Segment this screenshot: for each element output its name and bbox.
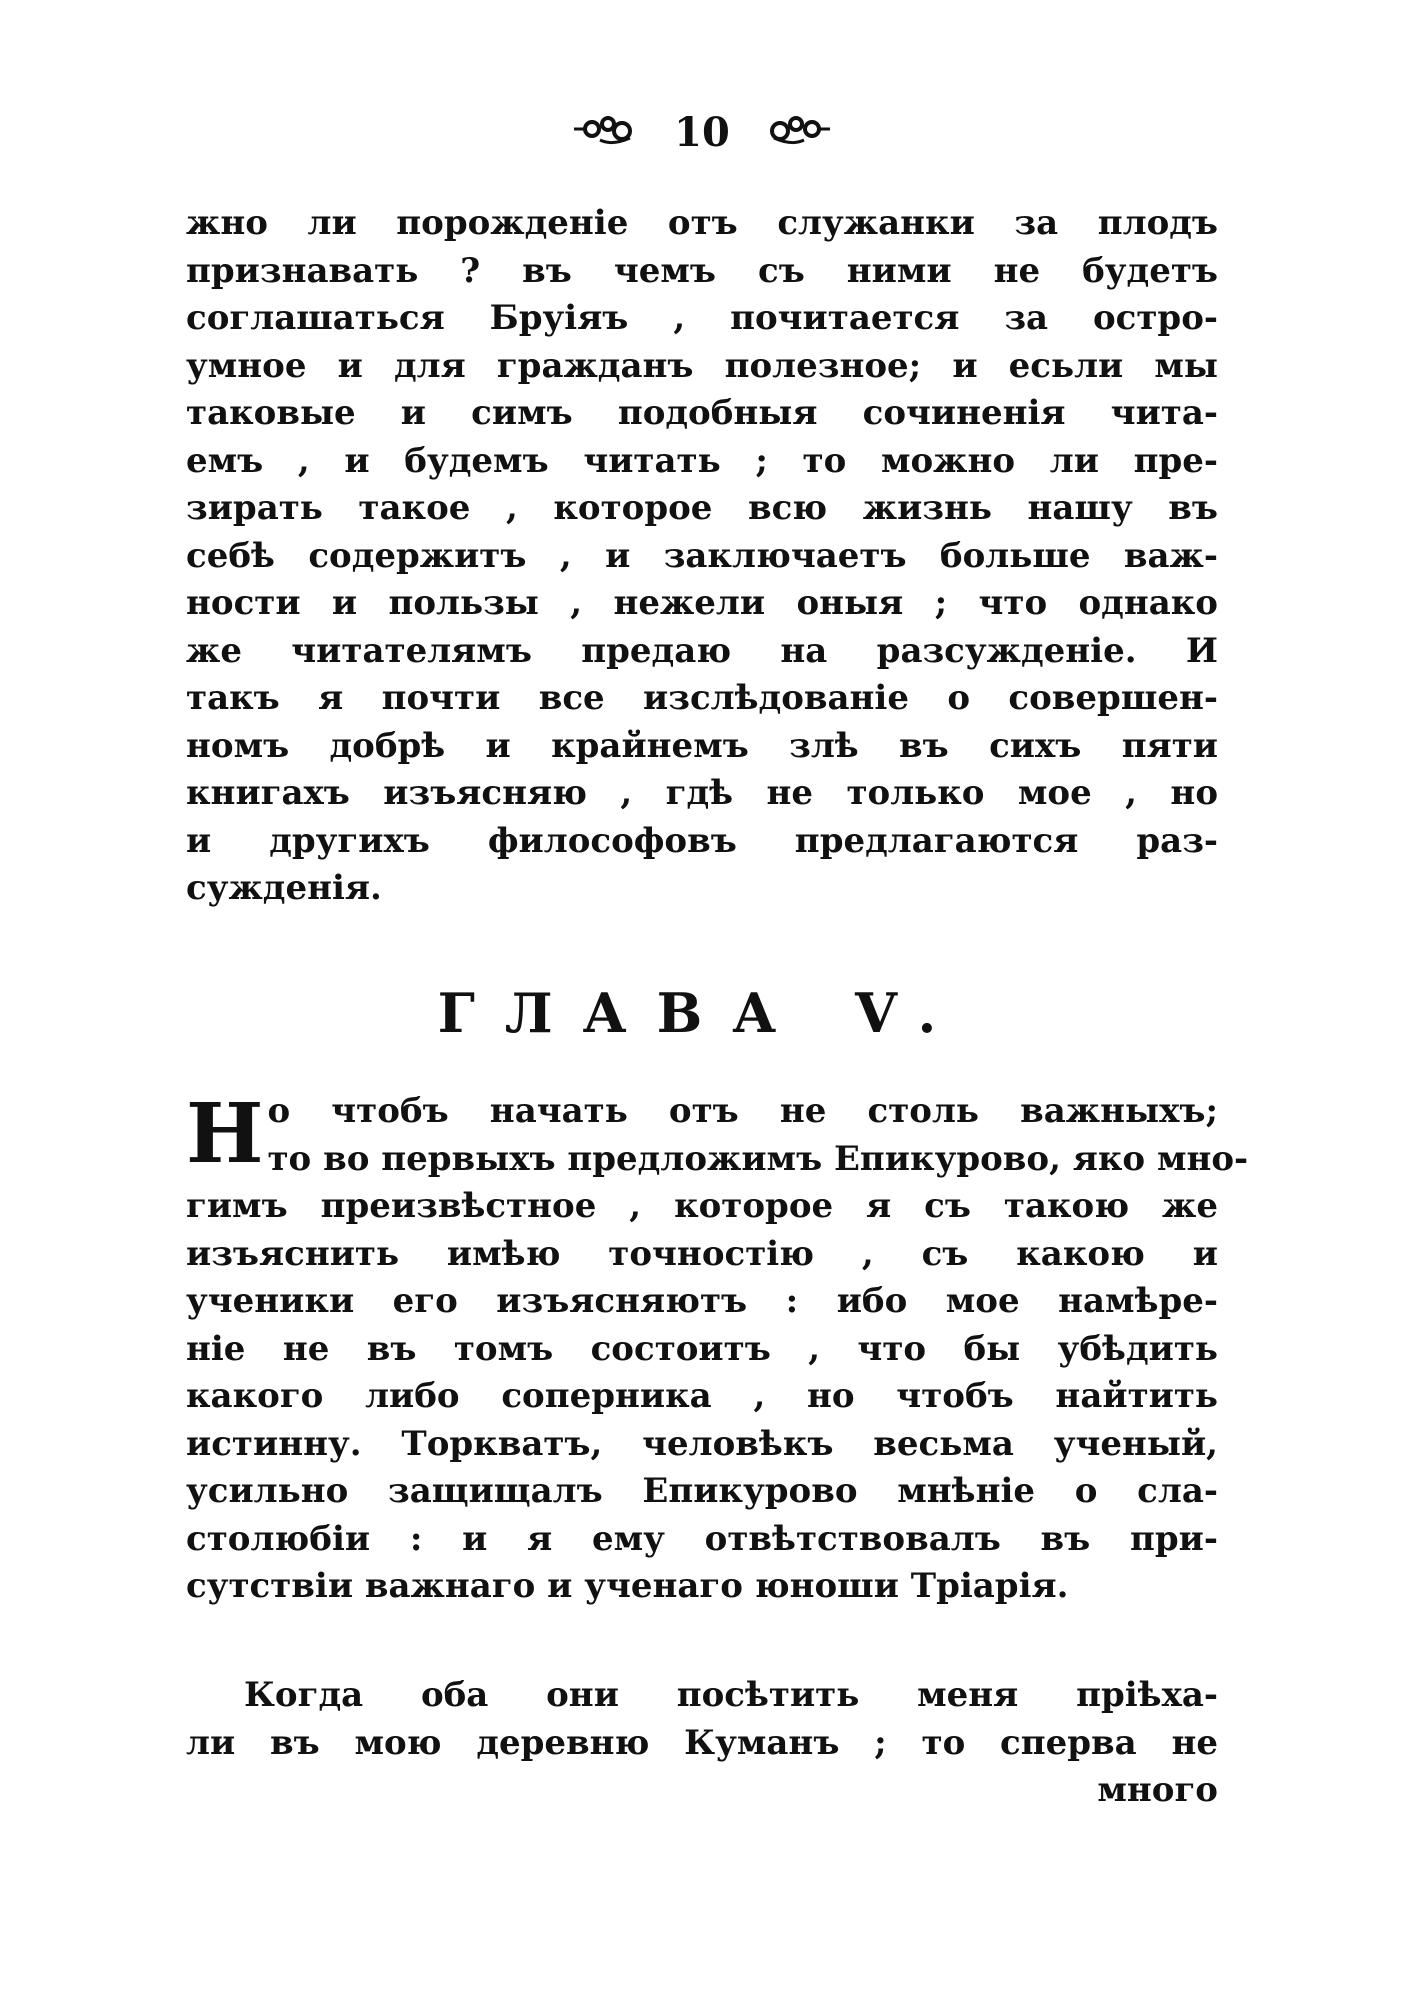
chapter-paragraph [186, 1086, 1249, 1611]
text-line: гимъ преизвѣстное , которое я съ такою же [186, 1186, 1218, 1226]
next-paragraph [186, 1672, 1218, 1815]
text-line: книгахъ изъясняю , гдѣ не только мое , но [186, 773, 1218, 813]
page-header [0, 100, 1404, 163]
text-line: таковые и симъ подобныя сочиненія чита- [186, 393, 1218, 433]
text-line: изъяснить имѣю точностію , съ какою и [186, 1233, 1218, 1274]
text-line: умное и для гражданъ полезное; и есьли мы [186, 345, 1218, 386]
text-line: ли въ мою деревню Куманъ ; то сперва не [186, 1722, 1218, 1763]
text-line: жно ли порожденіе отъ служанки за плодъ [186, 203, 1218, 243]
text-line: же читателямъ предаю на разсужденіе. И [186, 630, 1218, 671]
text-line: номъ добрѣ и крайнемъ злѣ въ сихъ пяти [186, 725, 1218, 766]
text-line: истинну. Торкватъ, человѣкъ весьма ученый, [186, 1423, 1218, 1464]
catchword: много [1097, 1770, 1218, 1810]
chapter-heading: ГЛАВА V. [437, 981, 967, 1045]
text-line: ности и пользы , нежели оныя ; что однако [186, 583, 1218, 623]
right-ornament-icon [762, 103, 832, 163]
text-line: столюбіи : и я ему отвѣтствовалъ въ при- [186, 1518, 1218, 1559]
text-line: то во первыхъ предложимъ Епикурово, яко мно- [267, 1138, 1249, 1179]
text-line: о чтобъ начать отъ не столь важныхъ; [267, 1091, 1218, 1131]
text-line: сужденія. [186, 868, 382, 908]
text-line: и другихъ философовъ предлагаются раз- [186, 820, 1218, 861]
page-number: 10 [674, 109, 730, 156]
text-line: усильно защищалъ Епикурово мнѣніе о сла- [186, 1471, 1218, 1511]
text-line: ніе не въ томъ состоитъ , что бы убѣдить [186, 1328, 1218, 1369]
text-line: сутствіи важнаго и ученаго юноши Тріарія. [186, 1566, 1069, 1606]
paragraph-continuation [186, 200, 1218, 913]
text-line: признавать ? въ чемъ съ ними не будетъ [186, 250, 1218, 291]
text-line: емъ , и будемъ читать ; то можно ли пре- [186, 440, 1218, 481]
text-line: себѣ содержитъ , и заключаетъ больше важ- [186, 535, 1218, 576]
text-line: какого либо соперника , но чтобъ найтить [186, 1376, 1218, 1416]
text-line: зирать такое , которое всю жизнь нашу въ [186, 488, 1218, 528]
text-line: Когда оба они посѣтить меня пріѣха- [244, 1675, 1218, 1715]
text-line: такъ я почти все изслѣдованіе о совершен- [186, 678, 1218, 718]
drop-capital: Н [186, 1086, 264, 1182]
text-line: ученики его изъясняютъ : ибо мое намѣре- [186, 1281, 1218, 1321]
text-line: соглашаться Бруіяъ , почитается за остро- [186, 298, 1218, 338]
left-ornament-icon [572, 103, 642, 163]
